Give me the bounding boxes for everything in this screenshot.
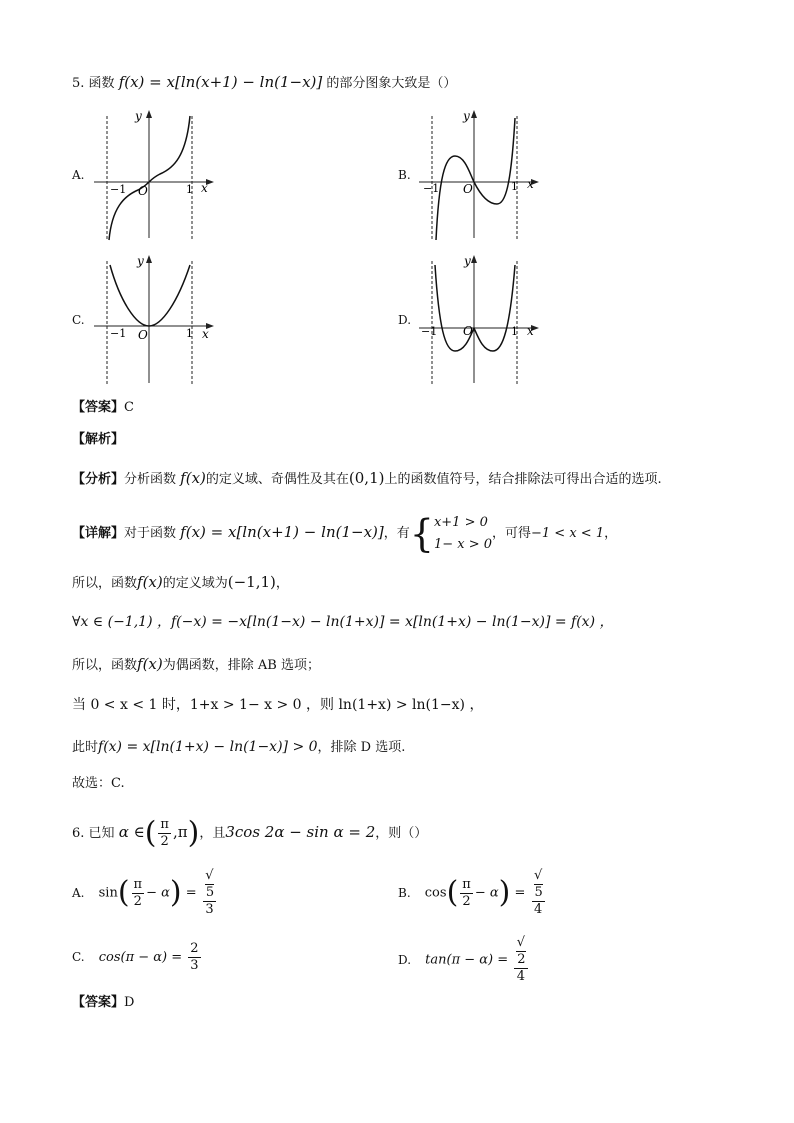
frac-num: √ 2 [514,935,527,969]
curve [436,118,515,240]
pi-over-two [158,817,171,850]
q6-c-expr: cos(π − α) = [98,950,183,965]
detail-text: 对于函数 [124,526,177,541]
q5-line-2: ∀x ∈ (−1,1) ，f(−x) = −x[ln(1−x) − ln(1+x)] = x[ln(1+x) − ln(1−x)] = f(x) ， [72,614,614,630]
x-axis-label: x [201,181,208,195]
curve [435,265,515,351]
q5-line-4: 当 0 < x < 1 时，1+x > 1− x > 0 ，则 ln(1+x) > ln(1−x) ， [72,697,484,713]
q5-line-5 [72,737,405,758]
line-5-formula: f(x) = x[ln(1+x) − ln(1−x)] > 0 [98,739,318,755]
q5-fenxi [72,468,662,490]
fenxi-func: f(x) [180,469,206,487]
right-paren-icon: ) [498,875,511,910]
y-axis-arrow [471,110,477,118]
q6-d-label: D. [398,952,412,967]
q6-a-fn: sin [98,885,118,901]
frac-den: 3 [205,902,214,917]
detail-text-2: ，有 [383,526,410,541]
tick-minus-one: −1 [110,183,127,196]
fenxi-text-3: 上的函数值符号，结合排除法可得出合适的选项. [384,472,662,487]
frac-num: 2 [190,941,199,956]
q6-b-label: B. [398,885,411,900]
graph-c [90,253,220,388]
q6-b-eq: = [514,885,526,901]
q6-a-value [203,868,216,918]
q6-stem-text: 6. 已知 [72,826,115,841]
frac-den: 3 [190,958,199,973]
detail-func: f(x) = x[ln(x+1) − ln(1−x)] [180,523,384,541]
right-paren-icon: ) [169,875,182,910]
tick-one: 1 [511,325,518,338]
q5-stem-text: 5. 函数 [72,76,115,91]
answer-tag: 【答案】 [72,400,125,415]
q6-d-expr: tan(π − α) = [425,952,509,968]
tick-minus-one: −1 [110,327,127,340]
q5-line-3 [72,654,320,676]
curve [110,265,190,326]
pi-over-two [132,877,145,910]
answer-value: D [124,995,135,1010]
origin-label: O [463,182,473,196]
q6-b-fn: cos [424,885,447,901]
q5-answer [72,398,134,418]
sqrt-radicand: 2 [517,952,526,967]
origin-label: O [138,184,148,198]
q6-stem-text-3: ，则（） [375,826,428,841]
frac-den: 4 [534,902,543,917]
left-paren-icon: ( [446,875,459,910]
y-axis-arrow [146,110,152,118]
detail-range: −1 < x < 1 [531,526,605,541]
left-paren-icon: ( [144,815,157,851]
frac-num: π [462,876,471,892]
sqrt-radicand: 5 [205,885,215,900]
q6-interval-end: ,π [172,823,188,841]
frac-num: √ 5 [532,868,545,902]
answer-tag: 【答案】 [72,995,125,1010]
tick-minus-one: −1 [423,182,440,195]
option-a-label: A. [72,168,85,182]
detail-text-3: ，可得 [492,526,532,541]
q6-option-b [398,868,547,918]
frac-den: 2 [462,893,471,909]
left-paren-icon: ( [117,875,130,910]
x-axis-label: x [527,324,534,338]
q6-a-eq: = [185,885,197,901]
y-axis-label: y [135,109,142,123]
q6-a-arg: − α [146,885,170,901]
q6-c-label: C. [72,950,85,964]
inequality-1: x+1 > 0 [433,514,488,530]
q5-line-1 [72,572,289,594]
graph-b [415,108,545,243]
q5-stem-text-2: 的部分图象大致是（） [326,76,457,91]
graph-d [415,253,545,388]
graph-a [90,108,220,243]
frac-num: √ 5 [203,868,216,902]
q6-b-arg: − α [474,885,499,901]
line-5-text: 此时 [72,740,99,755]
frac-den: 2 [160,834,169,849]
frac-num: π [160,817,169,832]
line-1-domain: (−1,1) [227,573,276,591]
detail-tag: 【详解】 [72,526,125,541]
line-1-func: f(x) [137,573,163,591]
q6-option-c [72,935,203,980]
y-axis-arrow [146,255,152,263]
tick-one: 1 [186,183,193,196]
q5-stem-formula: f(x) = x[ln(x+1) − ln(1−x)] [118,73,323,91]
q6-d-value [514,935,527,985]
tick-one: 1 [186,327,193,340]
q6-c-value [188,941,200,974]
brace-icon: { [409,511,434,556]
option-c-label: C. [72,313,85,327]
line-3-text-2: 为偶函数，排除 AB 选项； [162,658,320,673]
y-axis-label: y [464,254,471,268]
q5-analysis-heading [72,430,124,450]
tick-minus-one: −1 [421,325,438,338]
frac-den: 4 [516,969,526,984]
q5-stem [72,72,456,94]
fenxi-interval: (0,1) [348,469,385,487]
q5-detail [72,510,617,556]
inequality-2: 1− x > 0 [433,536,492,552]
origin-label: O [138,328,148,342]
q6-a-label: A. [72,885,85,900]
q6-equation: 3cos 2α − sin α = 2 [225,823,376,841]
line-1-text: 所以，函数 [72,576,138,591]
option-b-label: B. [398,168,411,182]
pi-over-two [460,877,473,910]
line-5-text-2: ，排除 D 选项. [317,740,406,755]
y-axis-label: y [137,254,144,268]
q6-option-d [398,935,530,985]
q5-conclusion: 故选：C. [72,776,125,791]
x-axis-label: x [202,327,209,341]
q6-b-value [532,868,545,918]
q6-option-a [72,868,218,918]
q6-stem [72,810,427,856]
x-axis-label: x [527,177,534,191]
answer-value: C [124,400,134,415]
line-1-text-3: ， [275,576,289,591]
frac-num: π [133,876,143,892]
q6-answer [72,993,134,1013]
option-d-label: D. [398,313,412,327]
line-3-func: f(x) [137,655,163,673]
q6-alpha-in: α ∈ [118,823,145,841]
q6-stem-text-2: ，且 [199,826,226,841]
sqrt-radicand: 5 [534,885,543,900]
detail-text-4: ， [604,526,618,541]
fenxi-tag: 【分析】 [72,472,125,487]
line-3-text: 所以，函数 [72,658,138,673]
origin-label: O [463,324,473,338]
tick-one: 1 [511,180,518,193]
line-1-text-2: 的定义域为 [162,576,228,591]
right-paren-icon: ) [187,815,200,851]
frac-den: 2 [133,893,142,909]
analysis-tag: 【解析】 [72,432,125,447]
inequality-system [434,512,492,556]
fenxi-text: 分析函数 [124,472,177,487]
y-axis-label: y [463,109,470,123]
fenxi-text-2: 的定义域、奇偶性及其在 [205,472,349,487]
y-axis-arrow [471,255,477,263]
